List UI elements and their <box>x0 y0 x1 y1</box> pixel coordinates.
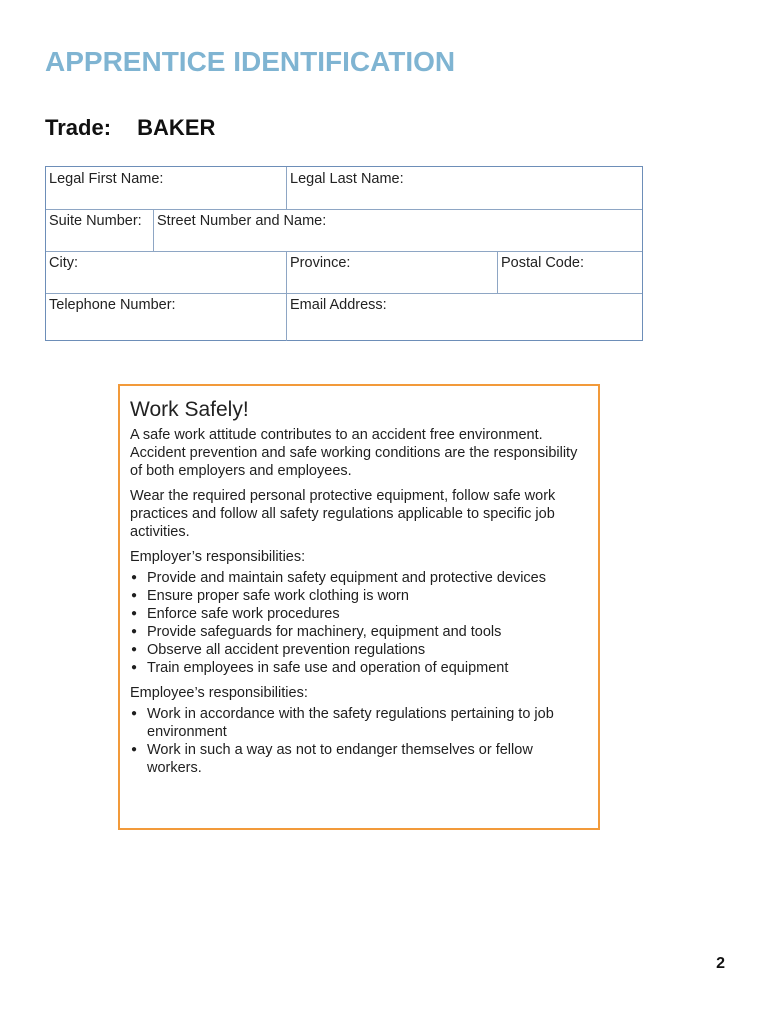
email-field[interactable]: Email Address: <box>286 293 642 341</box>
trade-value: BAKER <box>137 115 216 140</box>
page-title: APPRENTICE IDENTIFICATION <box>45 46 456 77</box>
province-field[interactable]: Province: <box>286 251 497 293</box>
employee-list <box>130 705 588 777</box>
safety-paragraph-1: A safe work attitude contributes to an accident free environment. Accident prevention and safe working conditions are the responsibility of both employers and employees. <box>130 427 578 479</box>
work-safely-box <box>118 384 600 830</box>
safety-heading: Work Safely! <box>130 398 249 421</box>
legal-first-name-field[interactable]: Legal First Name: <box>49 171 164 187</box>
postal-code-field[interactable]: Postal Code: <box>497 251 642 293</box>
list-item: ● Work in accordance with the safety regulations pertaining to job environment <box>147 705 588 741</box>
employer-heading: Employer’s responsibilities: <box>130 549 306 565</box>
form-row-contact <box>46 293 642 341</box>
list-item: ● Enforce safe work procedures <box>147 605 588 623</box>
employer-list <box>130 569 588 677</box>
form-row-name <box>46 167 642 210</box>
legal-last-name-field[interactable]: Legal Last Name: <box>286 167 642 209</box>
list-item: ● Provide and maintain safety equipment and protective devices <box>147 569 588 587</box>
form-row-location <box>46 251 642 294</box>
identification-form <box>45 166 643 341</box>
city-field[interactable]: City: <box>49 255 78 271</box>
telephone-field[interactable]: Telephone Number: <box>49 297 176 313</box>
suite-number-field[interactable]: Suite Number: <box>49 213 142 229</box>
form-row-address <box>46 209 642 252</box>
list-item: ● Observe all accident prevention regulations <box>147 641 588 659</box>
list-item: ● Work in such a way as not to endanger themselves or fellow workers. <box>147 741 588 777</box>
list-item: ● Ensure proper safe work clothing is worn <box>147 587 588 605</box>
page-number: 2 <box>716 955 725 972</box>
list-item: ● Train employees in safe use and operation of equipment <box>147 659 588 677</box>
list-item: ● Provide safeguards for machinery, equipment and tools <box>147 623 588 641</box>
employee-heading: Employee’s responsibilities: <box>130 685 308 701</box>
trade-line <box>45 115 215 141</box>
trade-label: Trade: <box>45 115 112 140</box>
safety-paragraph-2: Wear the required personal protective equipment, follow safe work practices and follow all safety regulations applicable to specific job activities. <box>130 488 556 540</box>
street-field[interactable]: Street Number and Name: <box>153 209 642 251</box>
